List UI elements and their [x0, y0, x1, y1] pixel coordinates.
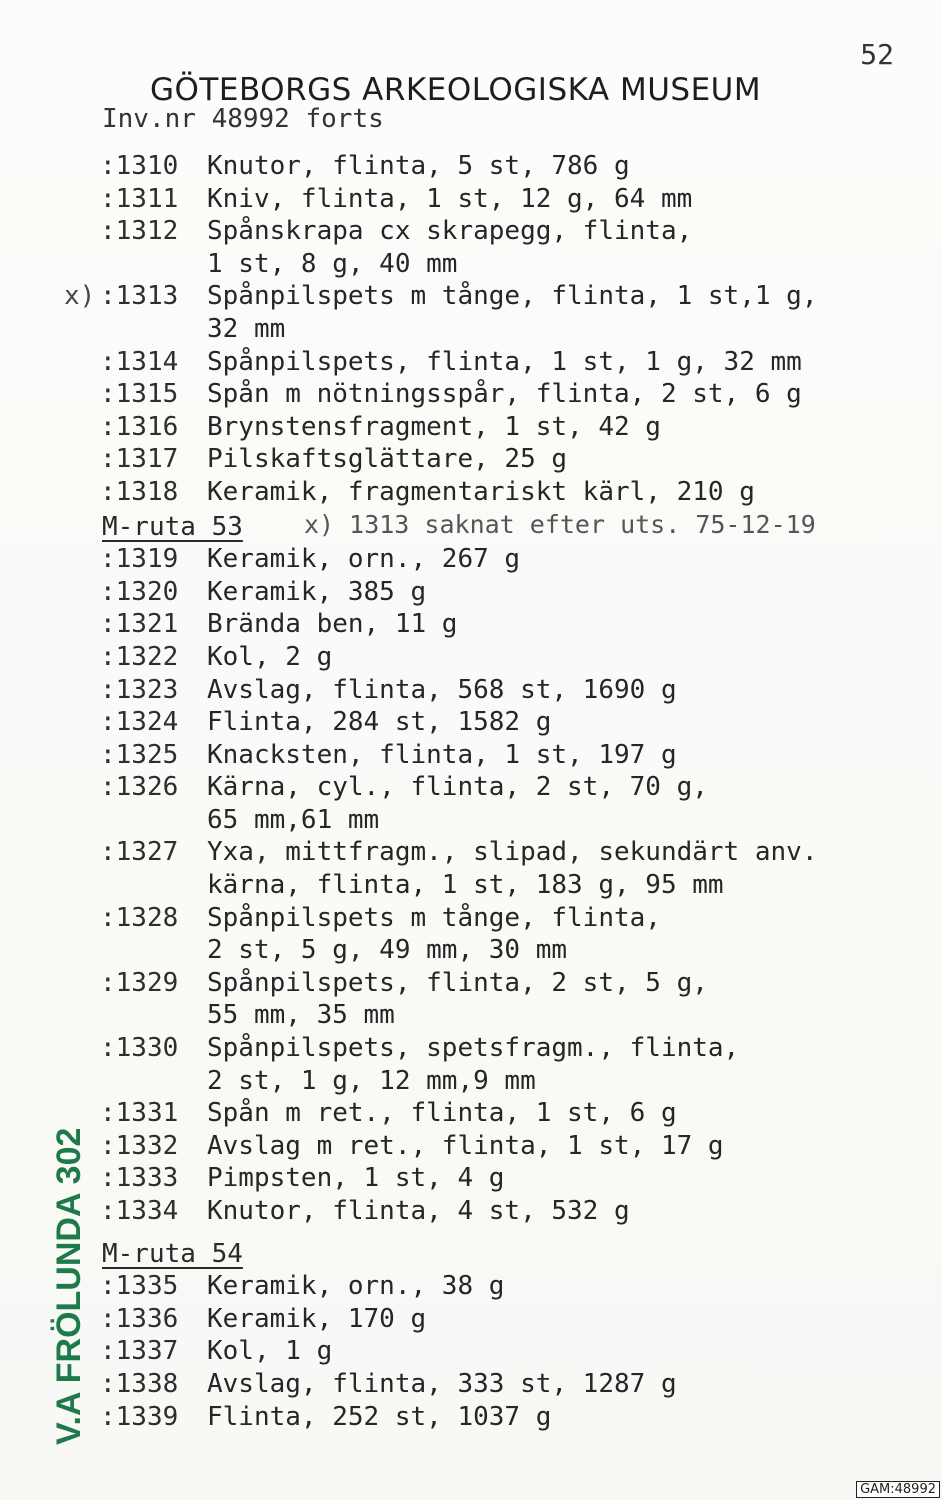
entry-description: Spånpilspets m tånge, flinta, 1 st,1 g, — [207, 281, 818, 312]
entry-description: Yxa, mittfragm., slipad, sekundärt anv. — [207, 837, 818, 868]
entries-group-intro — [0, 150, 942, 509]
catalog-entry — [0, 1335, 942, 1368]
catalog-entry — [0, 150, 942, 183]
catalog-entry — [0, 1162, 942, 1195]
entry-description: Spånpilspets, flinta, 1 st, 1 g, 32 mm — [207, 346, 802, 377]
entry-description: Spånpilspets, spetsfragm., flinta, — [207, 1033, 740, 1064]
stamp-graphic — [28, 1060, 98, 1450]
page-number: 52 — [860, 38, 894, 71]
catalog-entry — [0, 215, 942, 248]
locality-stamp — [28, 1060, 98, 1450]
entry-number: :1323 — [100, 674, 179, 705]
entry-number: :1324 — [100, 707, 179, 738]
archive-id-label: GAM:48992 — [856, 1481, 940, 1498]
entry-number: :1331 — [100, 1098, 179, 1129]
catalog-entry — [0, 836, 942, 869]
entry-description: Spån m ret., flinta, 1 st, 6 g — [207, 1098, 677, 1129]
catalog-entry — [0, 608, 942, 641]
entry-description: Keramik, orn., 38 g — [207, 1271, 505, 1302]
entries-group-m-ruta-54 — [0, 1270, 942, 1433]
entry-number: :1320 — [100, 576, 179, 607]
catalog-entry — [0, 641, 942, 674]
catalog-entry-continuation — [0, 804, 942, 837]
catalog-entry — [0, 1097, 942, 1130]
entry-number: :1336 — [100, 1303, 179, 1334]
entry-number: :1325 — [100, 739, 179, 770]
entry-number: :1328 — [100, 902, 179, 933]
catalog-entry — [0, 1130, 942, 1163]
catalog-entry — [0, 378, 942, 411]
entry-description: Flinta, 284 st, 1582 g — [207, 707, 552, 738]
entry-number: :1327 — [100, 837, 179, 868]
entry-number: :1326 — [100, 772, 179, 803]
catalog-entry — [0, 411, 942, 444]
entry-number: :1339 — [100, 1401, 179, 1432]
entry-number: :1318 — [100, 476, 179, 507]
handwritten-note: x) 1313 saknat efter uts. 75-12-19 — [304, 510, 816, 539]
entry-description: Knutor, flinta, 4 st, 532 g — [207, 1196, 630, 1226]
entry-number: :1332 — [100, 1130, 179, 1161]
entry-number: :1329 — [100, 967, 179, 998]
entry-description: Kärna, cyl., flinta, 2 st, 70 g, — [207, 772, 708, 803]
entry-description: Pilskaftsglättare, 25 g — [207, 444, 568, 475]
museum-title: GÖTEBORGS ARKEOLOGISKA MUSEUM — [150, 72, 762, 108]
catalog-entry — [0, 739, 942, 772]
stamp-text: V.A FRÖLUNDA 302 — [50, 1127, 88, 1445]
entry-description: Keramik, 170 g — [207, 1303, 427, 1334]
entry-number: :1311 — [100, 183, 179, 214]
catalog-entry — [0, 346, 942, 379]
catalog-entry — [0, 1401, 942, 1434]
entry-number: :1314 — [100, 346, 179, 377]
catalog-entry-continuation — [0, 869, 942, 902]
catalog-entry — [0, 476, 942, 509]
catalog-entry — [0, 1032, 942, 1065]
catalog-entry-continuation — [0, 248, 942, 281]
entry-description: Kol, 2 g — [207, 641, 333, 672]
catalog-entry-continuation — [0, 313, 942, 346]
entry-description: Knacksten, flinta, 1 st, 197 g — [207, 739, 677, 770]
catalog-entry — [0, 1195, 942, 1228]
entry-description: Avslag, flinta, 333 st, 1287 g — [207, 1368, 677, 1399]
catalog-entry-continuation — [0, 999, 942, 1032]
catalog-entry — [0, 1368, 942, 1401]
entry-number: :1317 — [100, 444, 179, 475]
entry-number: :1330 — [100, 1033, 179, 1064]
entry-description: 1 st, 8 g, 40 mm — [207, 248, 458, 279]
inventory-number-line: Inv.nr 48992 forts — [102, 104, 384, 134]
entry-description: Brynstensfragment, 1 st, 42 g — [207, 411, 661, 442]
entry-description: Spånpilspets, flinta, 2 st, 5 g, — [207, 967, 708, 998]
entry-description: 2 st, 1 g, 12 mm,9 mm — [207, 1065, 536, 1096]
entry-number: :1335 — [100, 1271, 179, 1302]
entry-number: :1312 — [100, 216, 179, 247]
entry-number: :1322 — [100, 641, 179, 672]
catalog-entry — [0, 706, 942, 739]
entry-description: Keramik, orn., 267 g — [207, 544, 521, 575]
entry-description: 55 mm, 35 mm — [207, 1000, 395, 1031]
entry-description: 65 mm,61 mm — [207, 804, 380, 835]
catalog-entry — [0, 674, 942, 707]
entry-description: Spånpilspets m tånge, flinta, — [207, 902, 661, 933]
entry-description: Spån m nötningsspår, flinta, 2 st, 6 g — [207, 379, 802, 410]
section-heading-label: M-ruta 54 — [102, 1238, 243, 1269]
entry-number: :1319 — [100, 544, 179, 575]
catalog-entry — [0, 443, 942, 476]
entry-description: kärna, flinta, 1 st, 183 g, 95 mm — [207, 870, 724, 901]
entries-list — [0, 150, 942, 1433]
entry-number: :1333 — [100, 1163, 179, 1194]
entry-description: Spånskrapa cx skrapegg, flinta, — [207, 216, 693, 247]
entry-number: :1337 — [100, 1336, 179, 1367]
catalog-entry — [0, 183, 942, 216]
entry-description: Kol, 1 g — [207, 1336, 333, 1367]
catalog-entry — [0, 576, 942, 609]
entry-number: :1315 — [100, 379, 179, 410]
catalog-entry — [0, 1303, 942, 1336]
entry-number: :1334 — [100, 1196, 179, 1226]
entry-description: Kniv, flinta, 1 st, 12 g, 64 mm — [207, 183, 693, 214]
entry-description: Flinta, 252 st, 1037 g — [207, 1401, 552, 1432]
entry-description: Knutor, flinta, 5 st, 786 g — [207, 151, 630, 181]
catalog-entry — [0, 967, 942, 1000]
catalog-entry — [0, 902, 942, 935]
section-heading-label: M-ruta 53 — [102, 511, 243, 542]
entry-number: :1316 — [100, 411, 179, 442]
entry-description: 2 st, 5 g, 49 mm, 30 mm — [207, 935, 568, 966]
entry-description: Avslag m ret., flinta, 1 st, 17 g — [207, 1130, 724, 1161]
entry-number: :1321 — [100, 609, 179, 640]
entry-number: :1310 — [100, 151, 179, 181]
catalog-entry — [0, 1270, 942, 1303]
catalog-entry-continuation — [0, 934, 942, 967]
catalog-entry — [0, 543, 942, 576]
catalog-entry — [0, 771, 942, 804]
catalog-entry — [0, 280, 942, 313]
entry-number: :1313 — [100, 281, 179, 312]
entry-description: Avslag, flinta, 568 st, 1690 g — [207, 674, 677, 705]
section-heading-m-ruta-54 — [0, 1238, 942, 1271]
entry-description: Pimpsten, 1 st, 4 g — [207, 1163, 505, 1194]
entry-description: Brända ben, 11 g — [207, 609, 458, 640]
entry-description: Keramik, 385 g — [207, 576, 427, 607]
entry-description: 32 mm — [207, 313, 286, 344]
entry-description: Keramik, fragmentariskt kärl, 210 g — [207, 476, 755, 507]
entry-marker: x) — [64, 281, 96, 312]
entries-group-m-ruta-53 — [0, 543, 942, 1227]
entry-number: :1338 — [100, 1368, 179, 1399]
catalog-entry-continuation — [0, 1065, 942, 1098]
